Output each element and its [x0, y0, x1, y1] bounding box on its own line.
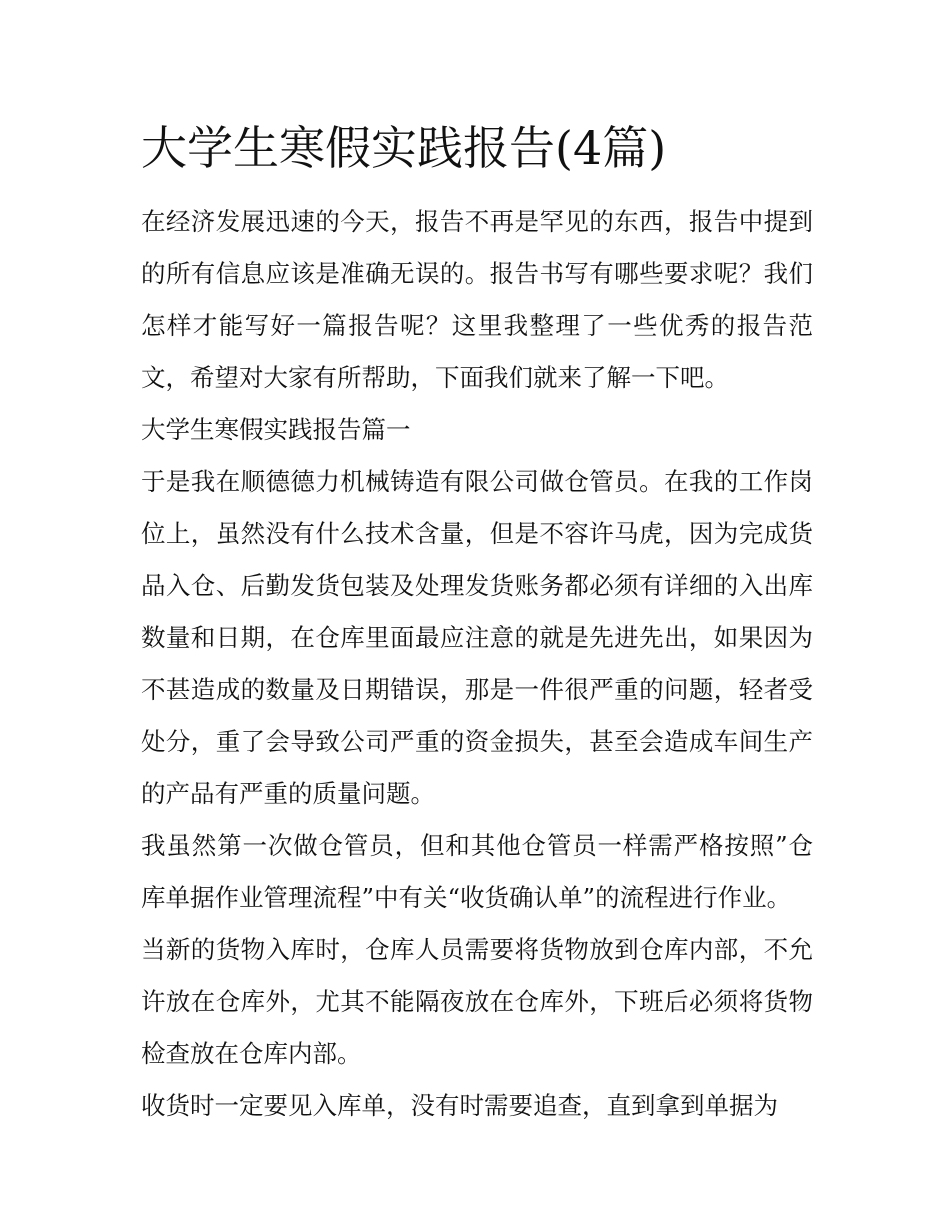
intro-paragraph: 在经济发展迅速的今天，报告不再是罕见的东西，报告中提到的所有信息应该是准确无误的。报告书写有哪些要求呢？我们怎样才能写好一篇报告呢？这里我整理了一些优秀的报告范文，希望对大家有所帮助，下面我们就来了解一下吧。	[141, 207, 813, 392]
document-page	[141, 112, 813, 1132]
document-title: 大学生寒假实践报告(4篇)	[141, 121, 667, 175]
body-paragraph: 当新的货物入库时，仓库人员需要将货物放到仓库内部，不允许放在仓库外，尤其不能隔夜放在仓库外，下班后必须将货物检查放在仓库内部。	[141, 935, 813, 1068]
body-paragraph: 于是我在顺德德力机械铸造有限公司做仓管员。在我的工作岗位上，虽然没有什么技术含量，但是不容许马虎，因为完成货品入仓、后勤发货包装及处理发货账务都必须有详细的入出库数量和日期，在仓库里面最应注意的就是先进先出，如果因为不甚造成的数量及日期错误，那是一件很严重的问题，轻者受处分，重了会导致公司严重的资金损失，甚至会造成车间生产的产品有严重的质量问题。	[141, 467, 813, 808]
body-paragraph: 我虽然第一次做仓管员，但和其他仓管员一样需严格按照”仓库单据作业管理流程”中有关“收货确认单”的流程进行作业。	[141, 831, 813, 912]
section-heading: 大学生寒假实践报告篇一	[141, 415, 411, 444]
body-paragraph: 收货时一定要见入库单，没有时需要追查，直到拿到单据为	[141, 1091, 778, 1120]
